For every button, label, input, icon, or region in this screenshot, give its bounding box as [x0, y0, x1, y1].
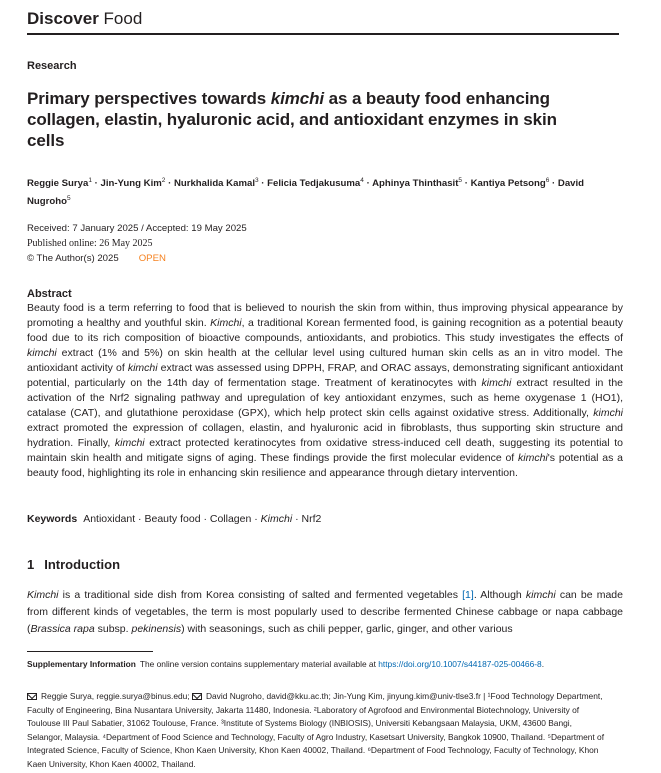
abstract-text: extract promoted the expression of collagen, elastin, and hyaluronic acid in fibroblasts, thus supporting skin structure and hydration. Finally, — [27, 422, 623, 449]
abstract-text: extract resulted in the activation of the Nrf2 signaling pathway and upregulation of key antioxidant enzymes, such as heme oxygenase 1 (HO1), catalase (CAT), and glutathione peroxidase (GPX), which help protect skin cells against oxidative stress. Additionally, — [27, 377, 623, 419]
author-affiliation-number: 4 — [360, 177, 364, 184]
abstract-text: , a traditional Korean fermented food, is gaining recognition as a potential beauty food due to its rich composition of bioactive compounds, antioxidants, and probiotics. This study investigates the effects of — [27, 317, 624, 344]
article-section: Research — [27, 60, 77, 72]
keyword: Antioxidant — [83, 513, 136, 525]
intro-italic: Kimchi — [27, 589, 59, 601]
affiliation-text: David Nugroho, david@kku.ac.th; Jin-Yung Kim, jinyung.kim@univ-tlse3.fr | ¹Food Technology Department, Faculty of Engineering, Bina Nusantara University, Jakarta 11480, Indonesia. ²Laboratory of Agrofood and Environmental Biotechnology, University of Toulouse III Paul Sabatier, 31062 Toulouse, France. ³Institute of Systems Biology (INBIOSIS), Universiti Kebangsaan Malaysia, UKM, 43600 Bangi, Selangor, Malaysia. ⁴Department of Food Science and Technology, Faculty of Agro Industry, Kasetsart University, Bangkok 10900, Thailand. ⁵Department of Integrated Science, Faculty of Science, Khon Kaen University, Khon Kaen 40002, Thailand. ⁶Department of Food Technology, Faculty of Technology, Khon Kaen University, Khon Kaen 40002, Thailand. — [27, 691, 605, 769]
introduction-text — [27, 587, 623, 638]
keyword-separator: · — [292, 513, 302, 525]
citation-link[interactable]: [1] — [462, 589, 474, 601]
journal-name — [27, 9, 142, 29]
published-online: Published online: 26 May 2025 — [27, 238, 153, 249]
intro-text: subsp. — [94, 623, 132, 635]
author-separator: · — [549, 178, 558, 190]
keyword-separator: · — [200, 513, 210, 525]
title-part: Primary perspectives towards — [27, 89, 271, 108]
author-separator: · — [363, 178, 373, 190]
article-dates — [27, 221, 247, 266]
affiliation-text: Reggie Surya, reggie.surya@binus.edu; — [41, 691, 192, 701]
section-number: 1 — [27, 557, 35, 572]
author-list — [27, 173, 627, 209]
keyword: Beauty food — [144, 513, 201, 525]
affiliations — [27, 690, 607, 772]
envelope-icon — [192, 693, 202, 700]
keywords-label: Keywords — [27, 513, 78, 525]
journal-name-bold: Discover — [27, 9, 99, 28]
section-title: Introduction — [44, 557, 121, 572]
envelope-icon — [27, 693, 37, 700]
keyword: Kimchi — [260, 513, 293, 525]
author-name: Jin-Yung Kim — [100, 178, 162, 190]
introduction-heading — [27, 557, 120, 572]
header-rule — [27, 33, 619, 35]
article-title — [27, 88, 557, 151]
intro-italic: Brassica rapa — [30, 623, 95, 635]
footnote-rule — [27, 651, 153, 652]
author-affiliation-number: 2 — [161, 177, 166, 184]
abstract-italic: kimchi — [481, 377, 512, 389]
keywords — [27, 513, 321, 525]
abstract-text: Beauty food is a term referring to food that is believed to nourish the skin from within, thus improving physical appearance by promoting a healthy and youthful skin. — [27, 302, 623, 329]
abstract-italic: kimchi — [593, 407, 623, 419]
author-name: Reggie Surya — [27, 178, 89, 190]
keywords-list — [83, 513, 321, 525]
abstract-italic: kimchi — [518, 452, 548, 464]
author-affiliation-number: 5 — [458, 177, 463, 184]
supp-text: The online version contains supplementary material available at — [139, 659, 379, 669]
supplementary-info — [27, 657, 587, 671]
abstract-heading: Abstract — [27, 288, 72, 300]
abstract-italic: kimchi — [127, 362, 158, 374]
author-name: Nurkhalida Kamal — [173, 178, 255, 190]
title-italic: kimchi — [270, 89, 324, 108]
keyword-separator: · — [135, 513, 145, 525]
author-affiliation-number: 6 — [545, 177, 550, 184]
author-affiliation-number: 1 — [88, 177, 92, 184]
author-affiliation-number: 5 — [66, 195, 71, 203]
intro-italic: kimchi — [525, 589, 556, 601]
received-accepted: Received: 7 January 2025 / Accepted: 19 May 2025 — [27, 223, 247, 234]
supp-doi-link[interactable]: https://doi.org/10.1007/s44187-025-00466-8 — [378, 659, 542, 669]
abstract-italic: kimchi — [114, 437, 145, 449]
author-affiliation-number: 3 — [254, 177, 259, 184]
abstract-text — [27, 301, 623, 481]
author-separator: · — [91, 178, 101, 190]
supp-label: Supplementary Information — [27, 659, 136, 669]
author-name: Aphinya Thinthasit — [372, 178, 459, 190]
abstract-text: extract (1% and 5%) on skin health at the cellular level using cultured human skin cells as an in vitro model. The antioxidant activity of — [27, 347, 623, 374]
intro-text: . Although — [473, 589, 526, 601]
keyword-separator: · — [251, 513, 261, 525]
author-separator: · — [165, 178, 174, 190]
intro-italic: pekinensis — [131, 623, 182, 635]
intro-text: ) with seasonings, such as chili pepper, garlic, ginger, and other various — [181, 623, 513, 635]
author-separator: · — [462, 178, 471, 190]
abstract-italic: Kimchi — [210, 317, 242, 329]
keyword: Nrf2 — [301, 513, 322, 525]
abstract-text: extract was assessed using DPPH, FRAP, and ORAC assays, demonstrating significant antioxidant potential, particularly on the 14th day of fermentation stage. Treatment of keratinocytes with — [27, 362, 624, 389]
supp-end: . — [541, 659, 545, 669]
abstract-text: extract protected keratinocytes from oxidative stress-induced cell death, suggesting its potential to maintain skin health and mitigate signs of aging. These findings provide the first molecular evidence of — [27, 437, 623, 464]
open-access-badge[interactable]: OPEN — [138, 253, 166, 264]
author-name: David Nugroho — [27, 178, 585, 208]
keyword: Collagen — [209, 513, 252, 525]
copyright-line — [27, 251, 247, 266]
author-separator: · — [258, 178, 268, 190]
intro-text: is a traditional side dish from Korea consisting of salted and fermented vegetables — [58, 589, 463, 601]
journal-name-rest: Food — [98, 9, 143, 28]
abstract-text: 's potential as a beauty food, highlighting its role in enhancing skin resilience and appearance through dietary intervention. — [27, 452, 623, 479]
intro-text: can be made from different kinds of vegetables, the term is most popularly used to describe fermented Chinese cabbage or napa cabbage ( — [27, 589, 623, 635]
title-part: as a beauty food enhancing collagen, elastin, hyaluronic acid, and antioxidant enzymes in skin cells — [27, 89, 557, 150]
author-name: Felicia Tedjakusuma — [267, 178, 361, 190]
author-name: Kantiya Petsong — [470, 178, 546, 190]
abstract-italic: kimchi — [27, 347, 57, 359]
copyright: © The Author(s) 2025 — [27, 253, 119, 264]
